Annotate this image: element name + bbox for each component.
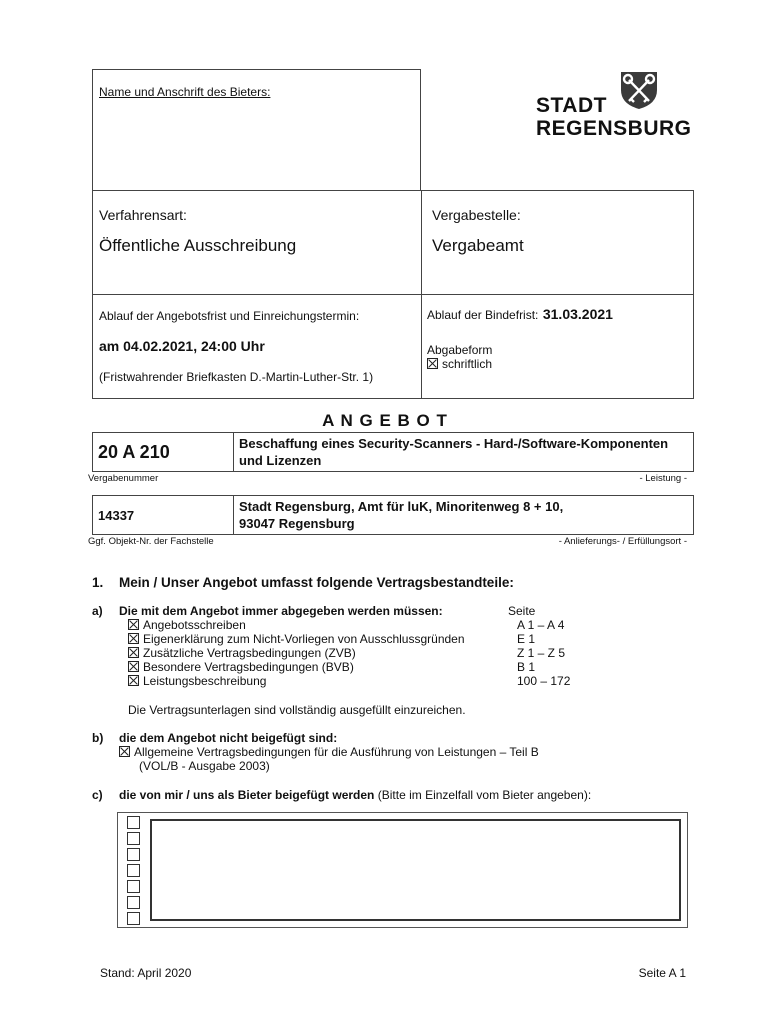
submission-form-label: Abgabeform [427, 343, 493, 357]
list-item-pages: B 1 [517, 660, 536, 674]
part-c-marker: c) [92, 788, 103, 802]
list-item[interactable] [128, 674, 266, 688]
delivery-row-divider [233, 496, 234, 534]
list-item-label: Zusätzliche Vertragsbedingungen (ZVB) [143, 646, 356, 660]
part-a-marker: a) [92, 604, 103, 618]
deadline-note: (Fristwahrender Briefkasten D.-Martin-Luther-Str. 1) [99, 370, 374, 384]
part-c-heading-line [119, 788, 591, 802]
submission-form-value: schriftlich [442, 357, 493, 371]
delivery-line-1: Stadt Regensburg, Amt für luK, Minoritenweg 8 + 10, [239, 499, 564, 514]
authority-value: Vergabeamt [432, 236, 524, 255]
list-item-label: Besondere Vertragsbedingungen (BVB) [143, 660, 354, 674]
submission-form-option[interactable] [427, 357, 492, 371]
list-item[interactable] [128, 618, 246, 632]
offer-service-caption: - Leistung - [639, 473, 687, 484]
delivery-row [92, 495, 694, 535]
offer-number-row [92, 432, 694, 472]
offer-title: A N G E B O T [322, 411, 448, 430]
list-item-label: Eigenerklärung zum Nicht-Vorliegen von Ausschlussgründen [143, 632, 465, 646]
deadline-label: Ablauf der Angebotsfrist und Einreichungstermin: [99, 309, 360, 323]
part-b-heading: die dem Angebot nicht beigefügt sind: [119, 731, 338, 745]
procedure-type-label: Verfahrensart: [99, 207, 187, 223]
footer-date: Stand: April 2020 [100, 966, 192, 980]
offer-number-caption: Vergabenummer [88, 473, 159, 484]
list-item-pages: 100 – 172 [517, 674, 571, 688]
coat-of-arms-icon [618, 70, 660, 110]
checkbox-icon[interactable] [127, 864, 140, 877]
checkbox-icon[interactable] [127, 832, 140, 845]
part-a-heading: Die mit dem Angebot immer abgegeben werden müssen: [119, 604, 443, 618]
list-item[interactable] [128, 646, 356, 660]
list-item-pages: A 1 – A 4 [517, 618, 565, 632]
list-item-label: Angebotsschreiben [143, 618, 246, 632]
object-number-caption: Ggf. Objekt-Nr. der Fachstelle [88, 536, 214, 547]
attachments-text-box[interactable] [150, 819, 681, 921]
section-1-number: 1. [92, 575, 104, 590]
checkbox-icon[interactable] [128, 675, 139, 686]
list-item-pages: Z 1 – Z 5 [517, 646, 566, 660]
procedure-table-row-divider [93, 294, 693, 295]
offer-service: Beschaffung eines Security-Scanners - Hard-/Software-Komponenten und Lizenzen [239, 436, 669, 468]
checkbox-icon[interactable] [127, 816, 140, 829]
binding-deadline-value: 31.03.2021 [542, 306, 613, 322]
checkbox-icon[interactable] [128, 619, 139, 630]
part-a-page-header: Seite [508, 604, 536, 618]
list-item[interactable] [128, 660, 354, 674]
list-item[interactable] [128, 632, 465, 646]
checkbox-icon[interactable] [127, 896, 140, 909]
bidder-box[interactable] [92, 69, 421, 191]
checkbox-icon[interactable] [127, 880, 140, 893]
offer-number-divider [233, 433, 234, 471]
list-item-label: Leistungsbeschreibung [143, 674, 267, 688]
checkbox-icon[interactable] [427, 358, 438, 369]
checkbox-icon[interactable] [119, 746, 130, 757]
footer-page-number: Seite A 1 [638, 966, 686, 980]
checkbox-icon[interactable] [128, 647, 139, 658]
object-number: 14337 [98, 508, 135, 523]
procedure-table [92, 190, 694, 399]
binding-deadline-label: Ablauf der Bindefrist: [427, 308, 539, 322]
offer-number: 20 A 210 [98, 442, 170, 462]
logo-line-1: STADT [536, 94, 607, 117]
part-c-hint: (Bitte im Einzelfall vom Bieter angeben): [377, 788, 592, 802]
delivery-line-2: 93047 Regensburg [239, 516, 355, 531]
procedure-type-value: Öffentliche Ausschreibung [99, 236, 297, 255]
checkbox-icon[interactable] [127, 912, 140, 925]
attachments-outer-box [117, 812, 688, 928]
part-b-marker: b) [92, 731, 104, 745]
city-logo [536, 70, 696, 142]
part-b-item[interactable] [119, 745, 539, 759]
bidder-box-label: Name und Anschrift des Bieters: [99, 85, 271, 99]
list-item-pages: E 1 [517, 632, 536, 646]
delivery-caption: - Anlieferungs- / Erfüllungsort - [558, 536, 687, 547]
checkbox-icon[interactable] [127, 848, 140, 861]
authority-label: Vergabestelle: [432, 207, 521, 223]
checkbox-icon[interactable] [128, 633, 139, 644]
binding-deadline [427, 306, 613, 324]
deadline-value: am 04.02.2021, 24:00 Uhr [99, 338, 265, 354]
part-a-note: Die Vertragsunterlagen sind vollständig ausgefüllt einzureichen. [128, 703, 466, 717]
checkbox-icon[interactable] [128, 661, 139, 672]
logo-line-2: REGENSBURG [536, 117, 692, 140]
part-b-item-line-2: (VOL/B - Ausgabe 2003) [139, 759, 270, 773]
part-c-heading: die von mir / uns als Bieter beigefügt werden [119, 788, 375, 802]
part-b-item-line-1: Allgemeine Vertragsbedingungen für die Ausführung von Leistungen – Teil B [134, 745, 539, 759]
section-1-heading: Mein / Unser Angebot umfasst folgende Vertragsbestandteile: [119, 575, 514, 590]
